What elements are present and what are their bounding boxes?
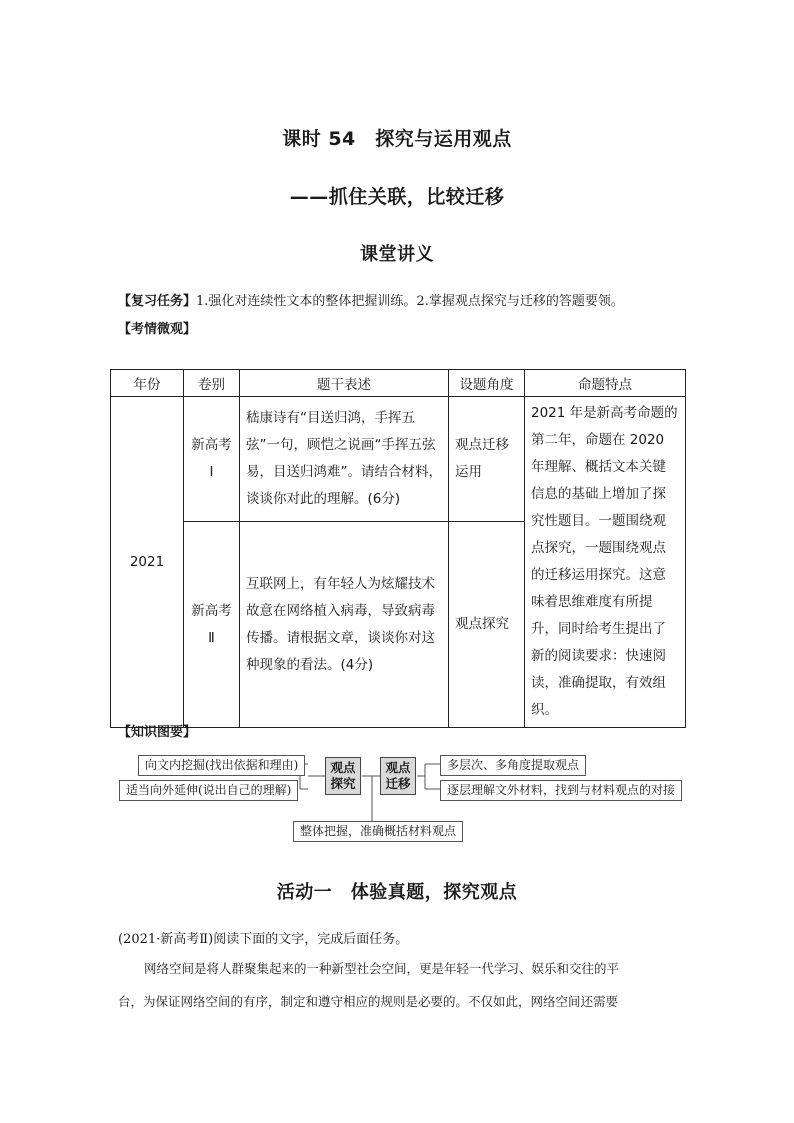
stem-cell: [240, 522, 449, 728]
stem-text: 互联网上，有年轻人为炫耀技术故意在网络植入病毒，导致病毒传播。请根据文章，谈谈你对这种现象的看法。(4分): [246, 575, 435, 673]
mindmap-left-top: 向文内挖掘(找出依据和理由): [138, 755, 305, 776]
mindmap-node-explore: [325, 757, 361, 795]
table-row: [111, 397, 686, 522]
knowledge-map-tag: 【知识图要】: [118, 725, 197, 740]
header-year: 年份: [111, 370, 184, 397]
activity-source: (2021·新高考Ⅱ)阅读下面的文字，完成后面任务。: [118, 932, 409, 947]
mindmap-node-transfer: [380, 757, 416, 795]
section-title: 课堂讲义: [360, 244, 434, 265]
review-task-text: 1.强化对连续性文本的整体把握训练。2.掌握观点探究与迁移的答题要领。: [196, 294, 624, 309]
angle-text: 观点迁移运用: [455, 437, 509, 481]
stem-text: 嵇康诗有“目送归鸿，手挥五弦”一句，顾恺之说画“手挥五弦易，目送归鸿难”。请结合材料，谈谈你对此的理解。(6分): [246, 410, 442, 508]
mindmap-right-bottom: 逐层理解文外材料，找到与材料观点的对接: [440, 780, 682, 801]
activity-title: 活动一 体验真题，探究观点: [276, 882, 518, 903]
exam-overview-tag: 【考情微观】: [118, 322, 197, 337]
review-task-tag: 【复习任务】: [118, 294, 197, 309]
lesson-subtitle: ——抓住关联，比较迁移: [289, 186, 505, 208]
features-text: 2021 年是新高考命题的第二年，命题在 2020 年理解、概括文本关键信息的基础上增加了探究性题目。一题围绕观点探究，一题围绕观点的迁移运用探究。这意味着思维难度有所提升，同时给考生提出了新的阅读要求：快速阅读，准确提取，有效组织。: [531, 405, 678, 718]
mindmap-node-explore-line1: 观点: [330, 760, 356, 775]
paper-name: 新高考: [191, 602, 232, 619]
angle-text: 观点探究: [455, 616, 509, 633]
header-paper: 卷别: [184, 370, 240, 397]
table-header-row: [111, 370, 686, 397]
passage-line-1: 网络空间是将人群聚集起来的一种新型社会空间，更是年轻一代学习、娱乐和交往的平: [144, 961, 620, 976]
mindmap-node-explore-line2: 探究: [330, 776, 356, 791]
paper-name: 新高考: [191, 437, 232, 454]
mindmap-node-transfer-line2: 迁移: [385, 776, 411, 791]
exam-table: [110, 369, 686, 728]
paper-cell: [184, 522, 240, 728]
header-features: 命题特点: [525, 370, 686, 397]
angle-cell: [449, 522, 525, 728]
paper-number: Ⅱ: [208, 629, 215, 646]
header-stem: 题干表述: [240, 370, 449, 397]
review-task: [118, 290, 624, 309]
paper-cell: [184, 397, 240, 522]
angle-cell: [449, 397, 525, 522]
features-cell: [525, 397, 686, 728]
passage-line-2: 台，为保证网络空间的有序，制定和遵守相应的规则是必要的。不仅如此，网络空间还需要: [118, 994, 619, 1009]
lesson-title: 课时 54 探究与运用观点: [282, 128, 512, 150]
mindmap-right-top: 多层次、多角度提取观点: [440, 755, 586, 776]
mindmap-bottom: 整体把握，准确概括材料观点: [293, 821, 463, 842]
stem-cell: [240, 397, 449, 522]
header-angle: 设题角度: [449, 370, 525, 397]
year-cell: 2021: [111, 397, 184, 728]
paper-number: Ⅰ: [209, 464, 214, 481]
mindmap-node-transfer-line1: 观点: [385, 760, 411, 775]
mindmap-left-bottom: 适当向外延伸(说出自己的理解): [119, 780, 298, 801]
